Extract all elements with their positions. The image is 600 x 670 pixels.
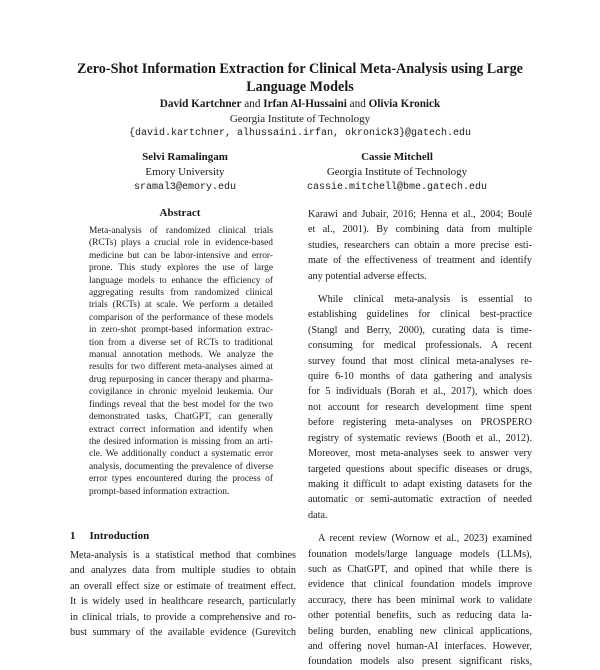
text-line: language models to enhance the efficiency of xyxy=(89,275,273,286)
section-number: 1 xyxy=(70,530,76,542)
text-line: quire 6-10 months of data gathering and analysis xyxy=(308,371,532,383)
text-line: et al., 2001). By combining data from multiple xyxy=(308,224,532,236)
and-word: and xyxy=(244,98,261,110)
text-line: bust summary of the available evidence (Gurevitch xyxy=(70,627,296,639)
abstract-body xyxy=(89,225,273,498)
text-line: registry of systematic reviews (Booth et al., 2012). xyxy=(308,432,532,444)
text-line: founation models/large language models (LLMs), xyxy=(308,548,532,560)
author-name: David Kartchner xyxy=(159,98,242,110)
text-line: error types encountered during the process of xyxy=(89,474,273,485)
author-name: Olivia Kronick xyxy=(368,98,441,110)
text-line: manual annotation methods. We analyze the xyxy=(89,350,273,361)
paragraph-gap xyxy=(308,523,532,531)
text-line: accuracy, there has been minimal work to validate xyxy=(308,594,532,606)
text-line: mate of the effectiveness of treatment and identify xyxy=(308,255,532,267)
text-line: consuming for medical professionals. A recent xyxy=(308,340,532,352)
text-line: results for two different meta-analyses aimed at xyxy=(89,362,273,373)
text-line: Moreover, most meta-analyses seek to answer very xyxy=(308,448,532,460)
text-line: studies, researchers can obtain a more precise esti- xyxy=(308,239,532,251)
text-line: extract correct information and identify when xyxy=(89,424,273,435)
text-line: survey found that most clinical meta-analyses re- xyxy=(308,355,532,367)
text-line: drug repurposing in cancer therapy and pharma- xyxy=(89,374,273,385)
text-line: prone. This study explores the use of large xyxy=(89,263,273,274)
text-line: for 5 individuals (Borah et al., 2017), which does xyxy=(308,386,532,398)
abstract-heading: Abstract xyxy=(159,207,201,219)
text-line: automatic or semi-automatic extraction of needed xyxy=(308,494,532,506)
text-line: comparison of the performance of these models xyxy=(89,312,273,323)
section-heading-introduction xyxy=(70,530,163,542)
text-line: While clinical meta-analysis is essential to xyxy=(318,294,532,306)
text-line: beling burden, enabling new clinical applications, xyxy=(308,625,532,637)
paper-title: Zero-Shot Information Extraction for Clinical Meta-Analysis using Large Language Models xyxy=(77,61,523,95)
text-line: establishing guidelines for clinical best-practice xyxy=(308,309,532,321)
text-line: foundation models also present significant risks, xyxy=(308,656,532,668)
text-line: in clinical trials, to provide a comprehensive and ro- xyxy=(70,611,296,623)
text-line: data. xyxy=(308,509,328,521)
text-line: any potential adverse effects. xyxy=(308,270,427,282)
author-block-selvi xyxy=(120,150,250,195)
text-line: the desired information is missing from an arti- xyxy=(89,436,273,447)
text-line: findings reveal that the best model for the two xyxy=(89,399,273,410)
author-name: Selvi Ramalingam xyxy=(142,151,228,163)
text-line: A recent review (Wornow et al., 2023) examined xyxy=(318,533,532,545)
authors-line xyxy=(60,97,540,111)
text-line: tion from a diverse set of RCTs to traditional xyxy=(89,337,273,348)
text-line: not account for research development time spent xyxy=(308,401,532,413)
text-line: (Stangl and Berry, 2000), curating data is time- xyxy=(308,324,532,336)
text-line: targeted questions about specific diseases or drugs, xyxy=(308,463,532,475)
affiliation: Emory University xyxy=(145,166,225,178)
text-line: other potential benefits, such as reducing data la- xyxy=(308,610,532,622)
text-line: covigilance in chronic myeloid leukemia. Our xyxy=(89,387,273,398)
text-line: cle. We additionally conduct a systematic error xyxy=(89,449,273,460)
section-title: Introduction xyxy=(89,530,150,542)
text-line: demonstrated tasks, ChatGPT, can generally xyxy=(89,412,273,423)
introduction-body xyxy=(70,548,296,640)
email: sramal3@emory.edu xyxy=(133,182,237,193)
text-line: in zero-shot prompt-based information extrac- xyxy=(89,325,273,336)
text-line: and analyzes data from multiple studies to obtain xyxy=(70,565,296,577)
text-line: Meta-analysis of randomized clinical trials xyxy=(89,226,273,236)
text-line: analysis, documenting the prevalence of diverse xyxy=(89,461,273,472)
text-line: prompt-based information extraction. xyxy=(89,486,230,497)
paragraph-gap xyxy=(308,284,532,292)
text-line: aggregating results from randomized clinical xyxy=(89,288,273,299)
affiliation: Georgia Institute of Technology xyxy=(229,113,371,125)
email: cassie.mitchell@bme.gatech.edu xyxy=(306,182,488,193)
text-line: such as ChatGPT, and opined that while there is xyxy=(308,563,532,575)
text-line: (RCTs) plays a crucial role in evidence-based xyxy=(89,238,273,249)
text-line: medicine but can be labor-intensive and error- xyxy=(89,250,273,261)
author-name: Cassie Mitchell xyxy=(361,151,433,163)
right-column xyxy=(308,207,532,670)
text-line: It is widely used in healthcare research, particularly xyxy=(70,596,296,608)
author-block-cassie xyxy=(292,150,502,195)
email-line: {david.kartchner, alhussaini.irfan, okronick3}@gatech.edu xyxy=(128,128,472,139)
text-line: before registering meta-analyses on PROSPERO xyxy=(308,417,532,429)
text-line: Karawi and Jubair, 2016; Henna et al., 2004; Boulé xyxy=(308,209,532,220)
text-line: Meta-analysis is a statistical method that combines xyxy=(70,550,296,561)
affiliation: Georgia Institute of Technology xyxy=(326,166,468,178)
text-line: making it difficult to adapt existing datasets for the xyxy=(308,478,532,490)
author-name: Irfan Al-Hussaini xyxy=(263,98,347,110)
text-line: an overall effect size or estimate of treatment effect. xyxy=(70,580,296,592)
text-line: and offering novel human-AI interfaces. However, xyxy=(308,640,532,652)
and-word: and xyxy=(349,98,366,110)
text-line: trials (RCTs) at scale. We perform a detailed xyxy=(89,300,273,311)
text-line: evidence that clinical foundation models improve xyxy=(308,579,532,591)
